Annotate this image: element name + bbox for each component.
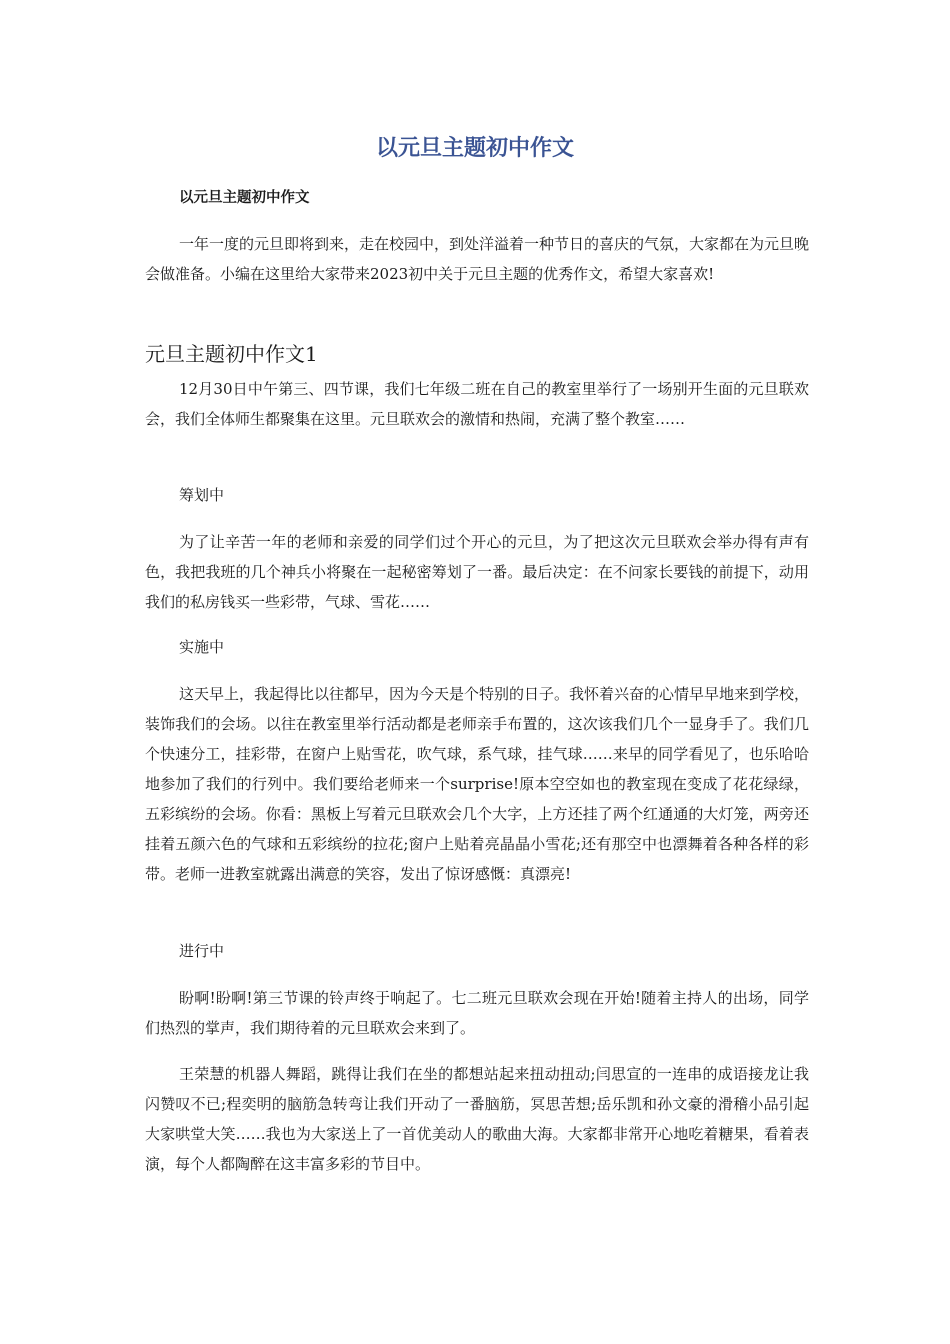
- paragraph-ongoing: 盼啊!盼啊!第三节课的铃声终于响起了。七二班元旦联欢会现在开始!随着主持人的出场，同学们热烈的掌声，我们期待着的元旦联欢会来到了。: [145, 989, 809, 1037]
- paragraph-implementing: 这天早上，我起得比以往都早，因为今天是个特别的日子。我怀着兴奋的心情早早地来到学校，装饰我们的会场。以往在教室里举行活动都是老师亲手布置的，这次该我们几个一显身手了。我们几个快速分工，挂彩带，在窗户上贴雪花，吹气球，系气球，挂气球……来早的同学看见了，也乐哈哈地参加了我们的行列中。我们要给老师来一个surprise!原本空空如也的教室现在变成了花花绿绿，五彩缤纷的会场。你看：黑板上写着元旦联欢会几个大字，上方还挂了两个红通通的大灯笼，两旁还挂着五颜六色的气球和五彩缤纷的拉花;窗户上贴着亮晶晶小雪花;还有那空中也漂舞着各种各样的彩带。老师一进教室就露出满意的笑容，发出了惊讶感慨：真漂亮!: [145, 685, 810, 883]
- intro-paragraph: 一年一度的元旦即将到来，走在校园中，到处洋溢着一种节日的喜庆的气氛，大家都在为元旦晚会做准备。小编在这里给大家带来2023初中关于元旦主题的优秀作文，希望大家喜欢!: [145, 235, 810, 283]
- paragraph-opening: 12月30日中午第三、四节课，我们七年级二班在自己的教室里举行了一场别开生面的元旦联欢会，我们全体师生都聚集在这里。元旦联欢会的激情和热闹，充满了整个教室……: [145, 380, 809, 428]
- label-ongoing: 进行中: [179, 942, 225, 960]
- section-heading: 元旦主题初中作文1: [145, 342, 318, 366]
- document-subtitle: 以元旦主题初中作文: [179, 190, 310, 206]
- label-planning: 筹划中: [179, 486, 225, 504]
- document-title: 以元旦主题初中作文: [375, 136, 574, 161]
- label-implementing: 实施中: [179, 638, 225, 656]
- paragraph-planning: 为了让辛苦一年的老师和亲爱的同学们过个开心的元旦，为了把这次元旦联欢会举办得有声有色，我把我班的几个神兵小将聚在一起秘密筹划了一番。最后决定：在不问家长要钱的前提下，动用我们的私房钱买一些彩带，气球、雪花……: [145, 533, 809, 611]
- paragraph-performances: 王荣慧的机器人舞蹈，跳得让我们在坐的都想站起来扭动扭动;闫思宣的一连串的成语接龙让我闪赞叹不已;程奕明的脑筋急转弯让我们开动了一番脑筋，冥思苦想;岳乐凯和孙文豪的滑稽小品引起大家哄堂大笑……我也为大家送上了一首优美动人的歌曲大海。大家都非常开心地吃着糖果，看着表演，每个人都陶醉在这丰富多彩的节目中。: [145, 1065, 809, 1173]
